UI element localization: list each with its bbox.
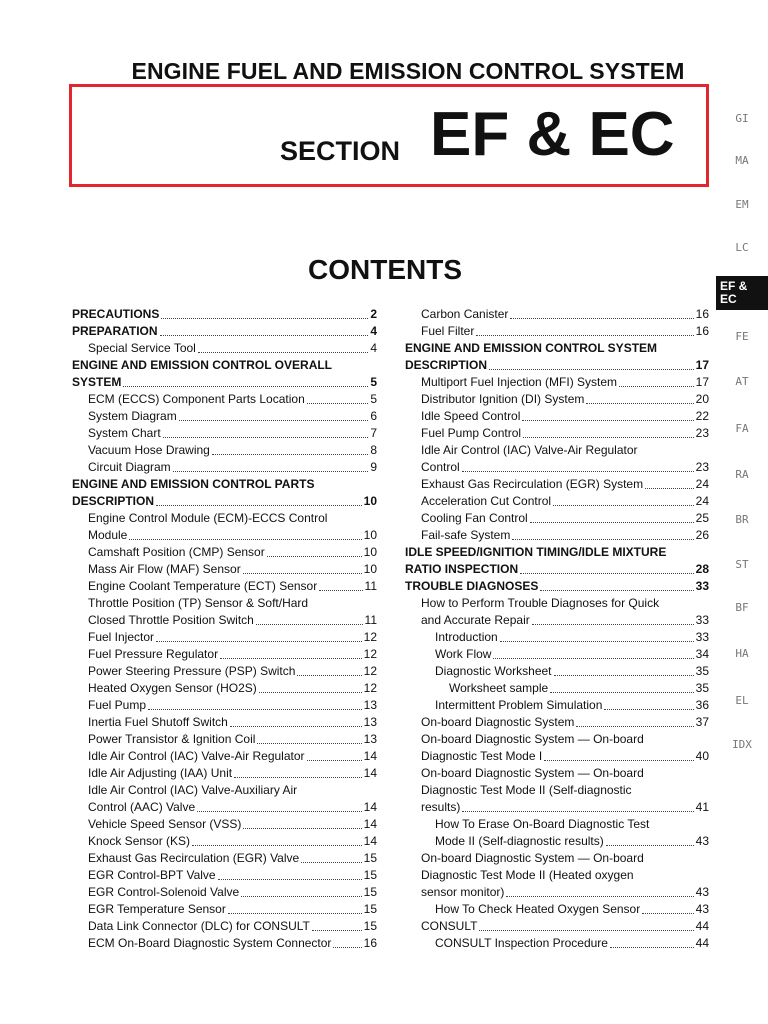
toc-page-number: 34 <box>695 647 709 661</box>
toc-page-number: 10 <box>363 528 377 542</box>
toc-page-number: 16 <box>695 324 709 338</box>
dot-leader <box>160 335 369 336</box>
toc-page-number: 9 <box>370 460 377 474</box>
toc-entry-title: PRECAUTIONS <box>72 307 160 321</box>
dot-leader <box>462 471 694 472</box>
dot-leader <box>173 471 369 472</box>
toc-entry <box>405 935 709 952</box>
toc-page-number: 7 <box>370 426 377 440</box>
toc-page-number: 23 <box>695 460 709 474</box>
toc-entry <box>405 561 709 578</box>
section-word: SECTION <box>280 136 401 166</box>
toc-entry <box>72 833 377 850</box>
toc-entry <box>405 918 709 935</box>
toc-page-number: 14 <box>363 817 377 831</box>
section-code: EF & EC <box>430 100 675 169</box>
section-tab[interactable]: EL <box>735 694 749 707</box>
toc-page-number: 23 <box>695 426 709 440</box>
toc-page-number: 35 <box>695 681 709 695</box>
toc-page-number: 17 <box>695 358 709 372</box>
toc-entry <box>405 884 709 901</box>
dot-leader <box>642 913 693 914</box>
toc-entry <box>405 833 709 850</box>
dot-leader <box>307 403 369 404</box>
toc-entry-title: Camshaft Position (CMP) Sensor <box>88 545 265 559</box>
toc-entry-title: DESCRIPTION <box>405 358 488 372</box>
toc-entry <box>405 901 709 918</box>
toc-heading-line: ENGINE AND EMISSION CONTROL OVERALL <box>72 358 333 372</box>
toc-entry <box>405 680 709 697</box>
toc-entry <box>405 476 709 493</box>
toc-entry <box>72 901 377 918</box>
toc-entry <box>405 459 709 476</box>
toc-entry-title: Data Link Connector (DLC) for CONSULT <box>88 919 310 933</box>
toc-heading-line: How to Perform Trouble Diagnoses for Quick <box>421 596 660 610</box>
toc-entry-title: RATIO INSPECTION <box>405 562 519 576</box>
toc-page-number: 14 <box>363 834 377 848</box>
toc-entry-title: Closed Throttle Position Switch <box>88 613 254 627</box>
dot-leader <box>540 590 693 591</box>
toc-entry-title: PREPARATION <box>72 324 158 338</box>
toc-entry <box>72 799 377 816</box>
toc-entry <box>72 646 377 663</box>
toc-entry <box>72 306 377 323</box>
toc-entry-title: Engine Coolant Temperature (ECT) Sensor <box>88 579 318 593</box>
toc-entry-title: Diagnostic Test Mode I <box>421 749 543 763</box>
toc-entry <box>405 612 709 629</box>
toc-page-number: 15 <box>363 885 377 899</box>
toc-page-number: 13 <box>363 715 377 729</box>
toc-right-column <box>405 306 709 952</box>
toc-heading-line: On-board Diagnostic System — On-board <box>421 851 644 865</box>
toc-entry-title: SYSTEM <box>72 375 122 389</box>
toc-entry <box>405 323 709 340</box>
toc-entry <box>405 578 709 595</box>
toc-page-number: 43 <box>695 834 709 848</box>
dot-leader <box>500 641 694 642</box>
dot-leader <box>553 505 694 506</box>
toc-entry-title: System Diagram <box>88 409 177 423</box>
toc-page-number: 16 <box>695 307 709 321</box>
toc-entry <box>72 391 377 408</box>
dot-leader <box>301 862 361 863</box>
toc-entry-title: Carbon Canister <box>421 307 509 321</box>
toc-heading-line: Diagnostic Test Mode II (Heated oxygen <box>421 868 634 882</box>
toc-entry-title: Idle Air Control (IAC) Valve-Air Regulator <box>88 749 305 763</box>
dot-leader <box>586 403 693 404</box>
section-tab[interactable]: HA <box>735 647 749 660</box>
toc-page-number: 12 <box>363 681 377 695</box>
toc-entry <box>72 425 377 442</box>
dot-leader <box>476 335 693 336</box>
toc-entry <box>72 323 377 340</box>
toc-entry-title: Fuel Pump Control <box>421 426 522 440</box>
toc-entry-title: Exhaust Gas Recirculation (EGR) Valve <box>88 851 300 865</box>
dot-leader <box>312 930 362 931</box>
dot-leader <box>606 845 694 846</box>
toc-page-number: 12 <box>363 647 377 661</box>
toc-entry-title: CONSULT Inspection Procedure <box>435 936 608 950</box>
dot-leader <box>532 624 694 625</box>
dot-leader <box>333 947 361 948</box>
toc-page-number: 6 <box>370 409 377 423</box>
section-tab[interactable]: RA <box>735 468 749 481</box>
toc-entry <box>405 306 709 323</box>
toc-entry-title: Idle Air Adjusting (IAA) Unit <box>88 766 233 780</box>
toc-page-number: 15 <box>363 851 377 865</box>
toc-entry-title: Heated Oxygen Sensor (HO2S) <box>88 681 257 695</box>
toc-heading-line: ENGINE AND EMISSION CONTROL SYSTEM <box>405 341 658 355</box>
dot-leader <box>550 692 693 693</box>
toc-entry-title: Intermittent Problem Simulation <box>435 698 603 712</box>
toc-entry-title: Module <box>88 528 128 542</box>
toc-entry <box>405 408 709 425</box>
toc-entry <box>72 442 377 459</box>
dot-leader <box>243 573 362 574</box>
section-tab[interactable]: EM <box>735 198 749 211</box>
dot-leader <box>522 420 693 421</box>
toc-entry-title: and Accurate Repair <box>421 613 530 627</box>
toc-page-number: 2 <box>370 307 377 321</box>
toc-entry <box>72 867 377 884</box>
toc-page-number: 25 <box>695 511 709 525</box>
toc-entry <box>72 918 377 935</box>
toc-heading-line: Throttle Position (TP) Sensor & Soft/Hard <box>88 596 309 610</box>
toc-page-number: 15 <box>363 868 377 882</box>
toc-entry-title: Power Transistor & Ignition Coil <box>88 732 256 746</box>
dot-leader <box>489 369 694 370</box>
toc-entry <box>405 629 709 646</box>
toc-entry <box>405 391 709 408</box>
dot-leader <box>259 692 362 693</box>
dot-leader <box>510 318 693 319</box>
toc-entry-title: Fuel Filter <box>421 324 475 338</box>
toc-left-column <box>72 306 377 952</box>
toc-page-number: 36 <box>695 698 709 712</box>
dot-leader <box>523 437 694 438</box>
toc-entry-title: Vacuum Hose Drawing <box>88 443 210 457</box>
dot-leader <box>192 845 362 846</box>
toc-entry <box>405 663 709 680</box>
toc-entry <box>72 459 377 476</box>
toc-entry <box>72 408 377 425</box>
main-title: ENGINE FUEL AND EMISSION CONTROL SYSTEM <box>131 58 685 84</box>
toc-page-number: 17 <box>695 375 709 389</box>
section-tab[interactable]: IDX <box>732 738 752 751</box>
dot-leader <box>307 760 362 761</box>
toc-heading-line: ENGINE AND EMISSION CONTROL PARTS <box>72 477 315 491</box>
dot-leader <box>554 675 694 676</box>
toc-heading-line: On-board Diagnostic System — On-board <box>421 766 644 780</box>
toc-entry <box>72 816 377 833</box>
dot-leader <box>619 386 694 387</box>
dot-leader <box>230 726 362 727</box>
dot-leader <box>530 522 694 523</box>
dot-leader <box>256 624 363 625</box>
toc-entry-title: Multiport Fuel Injection (MFI) System <box>421 375 618 389</box>
contents-title: CONTENTS <box>308 254 462 285</box>
toc-heading-line: IDLE SPEED/IGNITION TIMING/IDLE MIXTURE <box>405 545 667 559</box>
dot-leader <box>123 386 368 387</box>
dot-leader <box>610 947 694 948</box>
dot-leader <box>241 896 361 897</box>
toc-entry <box>72 493 377 510</box>
toc-entry <box>405 646 709 663</box>
section-tab[interactable]: EF & EC <box>716 276 768 310</box>
toc-entry <box>72 748 377 765</box>
toc-page-number: 5 <box>370 375 377 389</box>
toc-entry <box>72 935 377 952</box>
toc-entry <box>72 629 377 646</box>
toc-page-number: 11 <box>364 579 377 593</box>
toc-page-number: 10 <box>363 562 377 576</box>
toc-page-number: 12 <box>363 630 377 644</box>
toc-entry-title: Fail-safe System <box>421 528 511 542</box>
toc-entry-title: sensor monitor) <box>421 885 505 899</box>
toc-page-number: 8 <box>370 443 377 457</box>
dot-leader <box>234 777 362 778</box>
toc-page-number: 10 <box>363 545 377 559</box>
dot-leader <box>645 488 694 489</box>
section-tab[interactable]: FA <box>735 422 749 435</box>
dot-leader <box>161 318 368 319</box>
toc-entry <box>72 612 377 629</box>
toc-entry-title: Exhaust Gas Recirculation (EGR) System <box>421 477 644 491</box>
toc-heading-line: How To Erase On-Board Diagnostic Test <box>435 817 650 831</box>
toc-entry-title: DESCRIPTION <box>72 494 155 508</box>
section-tab[interactable]: GI <box>735 112 749 125</box>
toc-heading-line: Idle Air Control (IAC) Valve-Air Regulator <box>421 443 638 457</box>
toc-entry <box>72 714 377 731</box>
dot-leader <box>148 709 362 710</box>
toc-page-number: 13 <box>363 732 377 746</box>
toc-entry <box>72 578 377 595</box>
dot-leader <box>267 556 362 557</box>
toc-page-number: 5 <box>370 392 377 406</box>
toc-page-number: 35 <box>695 664 709 678</box>
toc-page-number: 43 <box>695 885 709 899</box>
toc-entry-title: Special Service Tool <box>88 341 196 355</box>
dot-leader <box>212 454 368 455</box>
toc-entry-title: ECM (ECCS) Component Parts Location <box>88 392 305 406</box>
section-tab[interactable]: ST <box>735 558 749 571</box>
toc-page-number: 43 <box>695 902 709 916</box>
dot-leader <box>257 743 361 744</box>
dot-leader <box>604 709 693 710</box>
toc-entry-title: Distributor Ignition (DI) System <box>421 392 585 406</box>
toc-entry-title: results) <box>421 800 461 814</box>
toc-entry <box>405 748 709 765</box>
section-tab[interactable]: LC <box>735 241 749 254</box>
toc-heading-line: Idle Air Control (IAC) Valve-Auxiliary Air <box>88 783 298 797</box>
toc-heading-line: Engine Control Module (ECM)-ECCS Control <box>88 511 328 525</box>
dot-leader <box>506 896 693 897</box>
dot-leader <box>156 505 362 506</box>
toc-page-number: 12 <box>363 664 377 678</box>
dot-leader <box>197 811 361 812</box>
toc-page-number: 44 <box>695 919 709 933</box>
dot-leader <box>493 658 693 659</box>
section-tab[interactable]: MA <box>735 154 749 167</box>
toc-entry <box>72 544 377 561</box>
toc-entry <box>72 680 377 697</box>
toc-page-number: 16 <box>363 936 377 950</box>
dot-leader <box>520 573 694 574</box>
dot-leader <box>198 352 368 353</box>
toc-page-number: 33 <box>695 630 709 644</box>
toc-entry <box>405 425 709 442</box>
toc-entry <box>72 374 377 391</box>
dot-leader <box>479 930 693 931</box>
toc-entry-title: Fuel Injector <box>88 630 155 644</box>
toc-entry <box>405 527 709 544</box>
toc-page-number: 20 <box>695 392 709 406</box>
toc-page-number: 24 <box>695 494 709 508</box>
toc-page-number: 44 <box>695 936 709 950</box>
toc-entry-title: Idle Speed Control <box>421 409 521 423</box>
toc-page-number: 14 <box>363 749 377 763</box>
dot-leader <box>156 641 362 642</box>
toc-page-number: 26 <box>695 528 709 542</box>
dot-leader <box>544 760 693 761</box>
toc-entry-title: Mass Air Flow (MAF) Sensor <box>88 562 241 576</box>
toc-page-number: 24 <box>695 477 709 491</box>
toc-entry-title: System Chart <box>88 426 161 440</box>
toc-entry-title: Worksheet sample <box>449 681 549 695</box>
section-tab[interactable]: AT <box>735 375 749 388</box>
toc-page-number: 37 <box>695 715 709 729</box>
dot-leader <box>163 437 369 438</box>
toc-entry <box>405 714 709 731</box>
section-tab[interactable]: FE <box>735 330 749 343</box>
toc-entry-title: How To Check Heated Oxygen Sensor <box>435 902 641 916</box>
toc-entry <box>405 357 709 374</box>
toc-entry <box>72 697 377 714</box>
toc-page-number: 4 <box>370 341 377 355</box>
dot-leader <box>129 539 361 540</box>
toc-page-number: 15 <box>363 919 377 933</box>
toc-entry <box>72 765 377 782</box>
toc-entry-title: EGR Control-Solenoid Valve <box>88 885 240 899</box>
section-tab[interactable]: BF <box>735 601 749 614</box>
toc-entry-title: Knock Sensor (KS) <box>88 834 191 848</box>
toc-entry-title: Diagnostic Worksheet <box>435 664 552 678</box>
toc-entry-title: Power Steering Pressure (PSP) Switch <box>88 664 296 678</box>
toc-entry-title: Mode II (Self-diagnostic results) <box>435 834 604 848</box>
dot-leader <box>512 539 693 540</box>
toc-entry <box>405 374 709 391</box>
toc-page-number: 22 <box>695 409 709 423</box>
toc-page-number: 33 <box>695 579 709 593</box>
toc-page-number: 10 <box>363 494 377 508</box>
toc-heading-line: Diagnostic Test Mode II (Self-diagnostic <box>421 783 632 797</box>
toc-entry-title: Acceleration Cut Control <box>421 494 552 508</box>
toc-page-number: 11 <box>364 613 377 627</box>
toc-entry <box>72 731 377 748</box>
toc-entry-title: Vehicle Speed Sensor (VSS) <box>88 817 242 831</box>
toc-entry <box>72 340 377 357</box>
toc-entry-title: Control <box>421 460 460 474</box>
section-tab[interactable]: BR <box>735 513 749 526</box>
dot-leader <box>243 828 361 829</box>
toc-entry <box>72 561 377 578</box>
dot-leader <box>218 879 362 880</box>
toc-page-number: 13 <box>363 698 377 712</box>
toc-page-number: 33 <box>695 613 709 627</box>
toc-entry <box>72 850 377 867</box>
dot-leader <box>179 420 369 421</box>
toc-entry-title: Fuel Pressure Regulator <box>88 647 219 661</box>
toc-entry-title: Inertia Fuel Shutoff Switch <box>88 715 228 729</box>
toc-entry-title: Work Flow <box>435 647 492 661</box>
toc-entry-title: EGR Temperature Sensor <box>88 902 226 916</box>
dot-leader <box>228 913 362 914</box>
toc-page-number: 40 <box>695 749 709 763</box>
toc-entry-title: CONSULT <box>421 919 478 933</box>
toc-entry-title: Introduction <box>435 630 498 644</box>
dot-leader <box>297 675 361 676</box>
toc-page-number: 41 <box>695 800 709 814</box>
toc-entry-title: EGR Control-BPT Valve <box>88 868 216 882</box>
toc-entry-title: ECM On-Board Diagnostic System Connector <box>88 936 332 950</box>
toc-entry-title: Fuel Pump <box>88 698 147 712</box>
dot-leader <box>576 726 693 727</box>
toc-page-number: 4 <box>370 324 377 338</box>
dot-leader <box>319 590 362 591</box>
toc-entry <box>72 663 377 680</box>
dot-leader <box>462 811 693 812</box>
toc-entry-title: Cooling Fan Control <box>421 511 528 525</box>
dot-leader <box>220 658 362 659</box>
toc-heading-line: On-board Diagnostic System — On-board <box>421 732 644 746</box>
toc-entry-title: Circuit Diagram <box>88 460 171 474</box>
toc-entry <box>405 697 709 714</box>
toc-entry <box>405 493 709 510</box>
toc-entry-title: TROUBLE DIAGNOSES <box>405 579 539 593</box>
toc-entry <box>72 884 377 901</box>
toc-entry <box>72 527 377 544</box>
toc-page-number: 14 <box>363 766 377 780</box>
toc-entry <box>405 799 709 816</box>
toc-page-number: 28 <box>695 562 709 576</box>
toc-page-number: 14 <box>363 800 377 814</box>
toc-entry <box>405 510 709 527</box>
toc-entry-title: On-board Diagnostic System <box>421 715 575 729</box>
toc-page-number: 15 <box>363 902 377 916</box>
toc-entry-title: Control (AAC) Valve <box>88 800 196 814</box>
